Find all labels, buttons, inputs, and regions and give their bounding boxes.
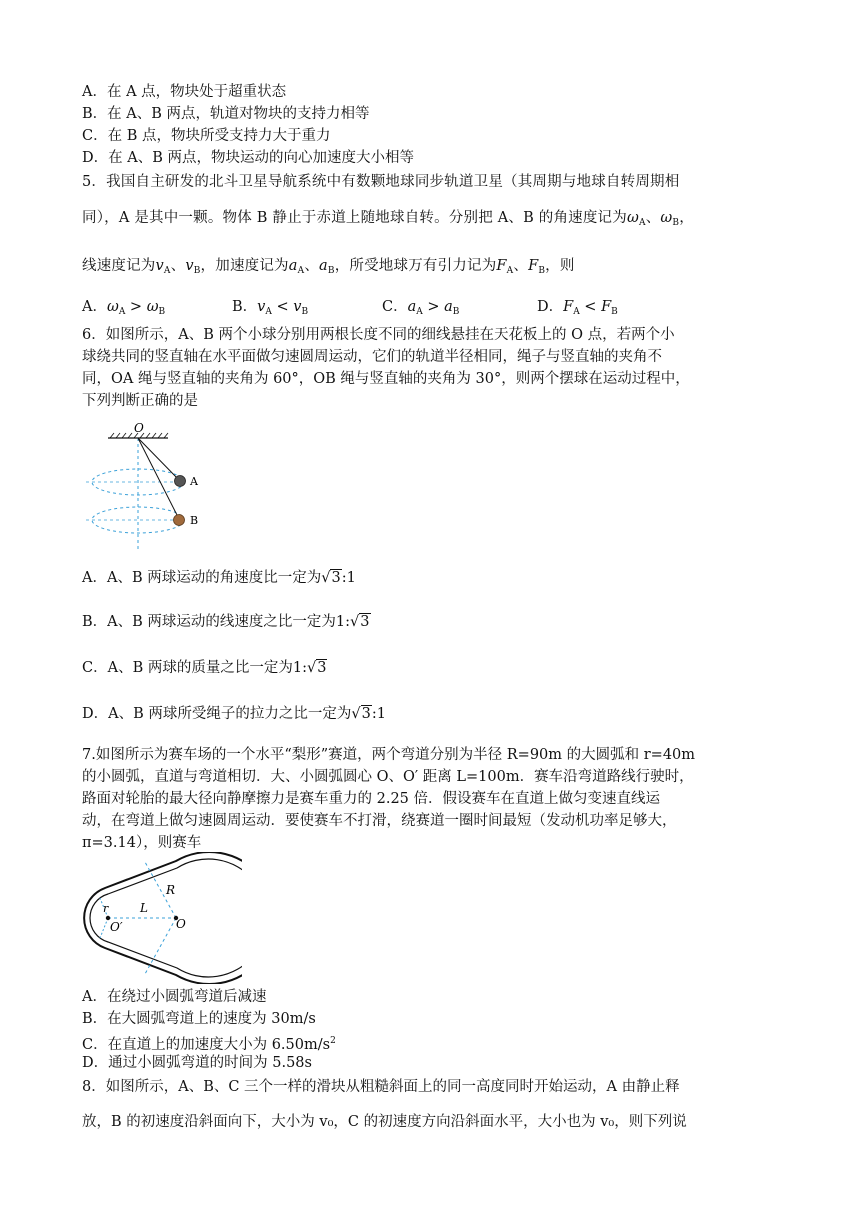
q5-end-text: ，则	[545, 258, 575, 274]
q4-option-a: A．在 A 点，物块处于超重状态	[82, 84, 287, 100]
q7-option-b: B．在大圆弧弯道上的速度为 30m/s	[82, 1011, 316, 1027]
q6-option-c: C．A、B 两球的质量之比一定为1:√3	[82, 660, 327, 676]
figure-label-a: A	[190, 475, 198, 488]
q5-option-b: B．$v_A < v_B$	[232, 299, 309, 317]
label-R: R	[166, 883, 176, 897]
q5-stem-line3: 线速度记为$v_A$、$v_B$，加速度记为$a_A$、$a_B$，所受地球万有引力记为$F_A$、$F_B$，则	[82, 258, 575, 276]
q6-option-d: D．A、B 两球所受绳子的拉力之比一定为√3:1	[82, 706, 386, 722]
track-inner	[90, 859, 242, 977]
q5-option-a: A．$\omega_A > \omega_B$	[82, 299, 166, 317]
q8-stem-line1: 8．如图所示，A、B、C 三个一样的滑块从粗糙斜面上的同一高度同时开始运动，A 由静止释	[82, 1079, 680, 1095]
figure-label-b: B	[190, 514, 199, 527]
q6-option-a: A．A、B 两球运动的角速度比一定为√3:1	[82, 570, 356, 586]
q5-accel-text: ，加速度记为	[200, 258, 289, 274]
q6-stem-line1: 6．如图所示，A、B 两个小球分别用两根长度不同的细线悬挂在天花板上的 O 点，若两个小	[82, 327, 675, 343]
q5-option-d: D．$F_A < F_B$	[537, 299, 618, 317]
q7-stem-line1: 7.如图所示为赛车场的一个水平“梨形”赛道，两个弯道分别为半径 R=90m 的大圆弧和 r=40m	[82, 747, 696, 763]
q7-stem-line4: 动，在弯道上做匀速圆周运动．要使赛车不打滑，绕赛道一圈时间最短（发动机功率足够大，	[82, 813, 677, 829]
q5-velocity-text: 线速度记为	[82, 258, 156, 274]
q6-stem-line2: 球绕共同的竖直轴在水平面做匀速圆周运动，它们的轨道半径相同，绳子与竖直轴的夹角不	[82, 349, 662, 365]
q7-option-c: C．在直道上的加速度大小为 $6.50m/s^2$	[82, 1036, 336, 1053]
q7-stem-line2: 的小圆弧，直道与弯道相切．大、小圆弧圆心 O、O′ 距离 L=100m．赛车沿弯道路线行驶时，	[82, 769, 694, 785]
q7-option-d: D．通过小圆弧弯道的时间为 5.58s	[82, 1055, 312, 1071]
q4-option-d: D．在 A、B 两点，物块运动的向心加速度大小相等	[82, 150, 414, 166]
q5-stem-line2-text: 同），A 是其中一颗。物体 B 静止于赤道上随地球自转。分别把 A、B 的角速度记为	[82, 210, 627, 226]
superscript-2: 2	[330, 1036, 336, 1046]
label-O-prime: O′	[110, 920, 123, 934]
label-O: O	[176, 917, 186, 931]
string-oa	[138, 438, 180, 481]
q6-stem-line4: 下列判断正确的是	[82, 393, 198, 409]
track-figure	[80, 852, 242, 984]
sqrt-3: √3	[350, 614, 370, 630]
figure-label-o: O	[134, 421, 144, 435]
q4-option-c: C．在 B 点，物块所受支持力大于重力	[82, 128, 331, 144]
q7-stem-line5: π=3.14），则赛车	[82, 835, 202, 851]
q5-stem-line1: 5．我国自主研发的北斗卫星导航系统中有数颗地球同步轨道卫星（其周期与地球自转周期相	[82, 174, 680, 190]
radius-r-bottom	[100, 918, 108, 938]
sqrt-3: √3	[321, 570, 341, 586]
pendulum-figure	[82, 420, 222, 555]
q7-stem-line3: 路面对轮胎的最大径向静摩擦力是赛车重力的 2.25 倍．假设赛车在直道上做匀变速直线运	[82, 791, 660, 807]
q5-option-c: C．$a_A > a_B$	[382, 299, 460, 317]
sqrt-3: √3	[306, 660, 327, 676]
label-r: r	[103, 902, 109, 915]
q7-option-a: A．在绕过小圆弧弯道后减速	[82, 989, 267, 1005]
q5-options	[82, 297, 618, 322]
q4-option-b: B．在 A、B 两点，轨道对物块的支持力相等	[82, 106, 370, 122]
sqrt-3: √3	[351, 706, 371, 722]
q5-force-text: ，所受地球万有引力记为	[334, 258, 497, 274]
ball-a	[175, 476, 186, 487]
ball-b	[174, 515, 185, 526]
q6-stem-line3: 同，OA 绳与竖直轴的夹角为 60°，OB 绳与竖直轴的夹角为 30°，则两个摆球在运动过程中，	[82, 371, 690, 387]
q5-stem-line2: 同），A 是其中一颗。物体 B 静止于赤道上随地球自转。分别把 A、B 的角速度记为$\omega_A$、$\omega_B$，	[82, 210, 694, 228]
label-L: L	[140, 901, 148, 915]
q8-stem-line2: 放，B 的初速度沿斜面向下，大小为 v₀，C 的初速度方向沿斜面水平，大小也为 v₀，则下列说	[82, 1114, 687, 1130]
q6-option-b: B．A、B 两球运动的线速度之比一定为1:√3	[82, 614, 370, 630]
